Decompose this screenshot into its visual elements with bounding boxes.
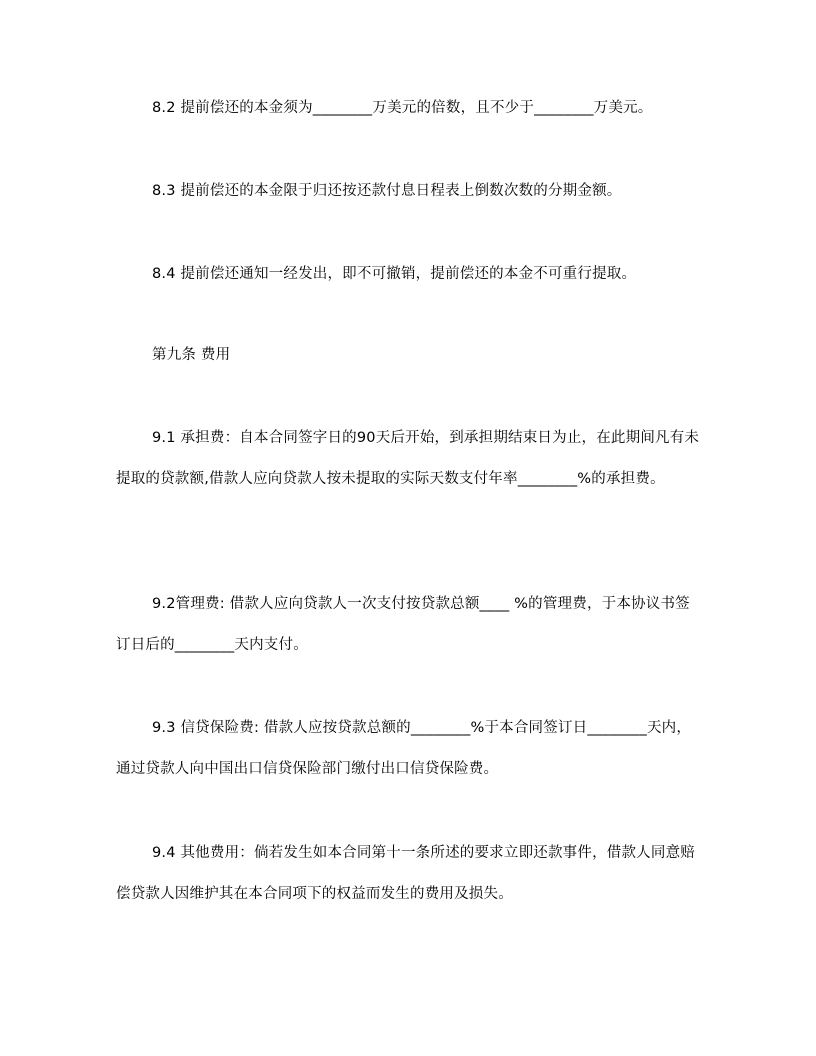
clause-9-4: 9.4 其他费用：倘若发生如本合同第十一条所述的要求立即还款事件，借款人同意赔偿贷款人因维护其在本合同项下的权益而发生的费用及损失。 [116, 845, 695, 902]
article-9-heading: 第九条 费用 [152, 347, 231, 363]
clause-8-2: 8.2 提前偿还的本金须为________万美元的倍数，且不少于________万美元。 [152, 100, 653, 116]
clause-9-3: 9.3 信贷保险费: 借款人应按贷款总额的________%于本合同签订日________天内，通过贷款人向中国出口信贷保险部门缴付出口信贷保险费。 [116, 720, 692, 777]
clause-9-1: 9.1 承担费：自本合同签字日的90天后开始，到承担期结束日为止，在此期间凡有未提取的贷款额,借款人应向贷款人按未提取的实际天数支付年率________%的承担费。 [116, 430, 700, 487]
clause-8-3: 8.3 提前偿还的本金限于归还按还款付息日程表上倒数次数的分期金额。 [152, 183, 622, 199]
clause-9-2: 9.2管理费: 借款人应向贷款人一次支付按贷款总额____ %的管理费，于本协议书签订日后的________天内支付。 [116, 596, 690, 653]
clause-8-4: 8.4 提前偿还通知一经发出，即不可撤销，提前偿还的本金不可重行提取。 [152, 266, 637, 282]
